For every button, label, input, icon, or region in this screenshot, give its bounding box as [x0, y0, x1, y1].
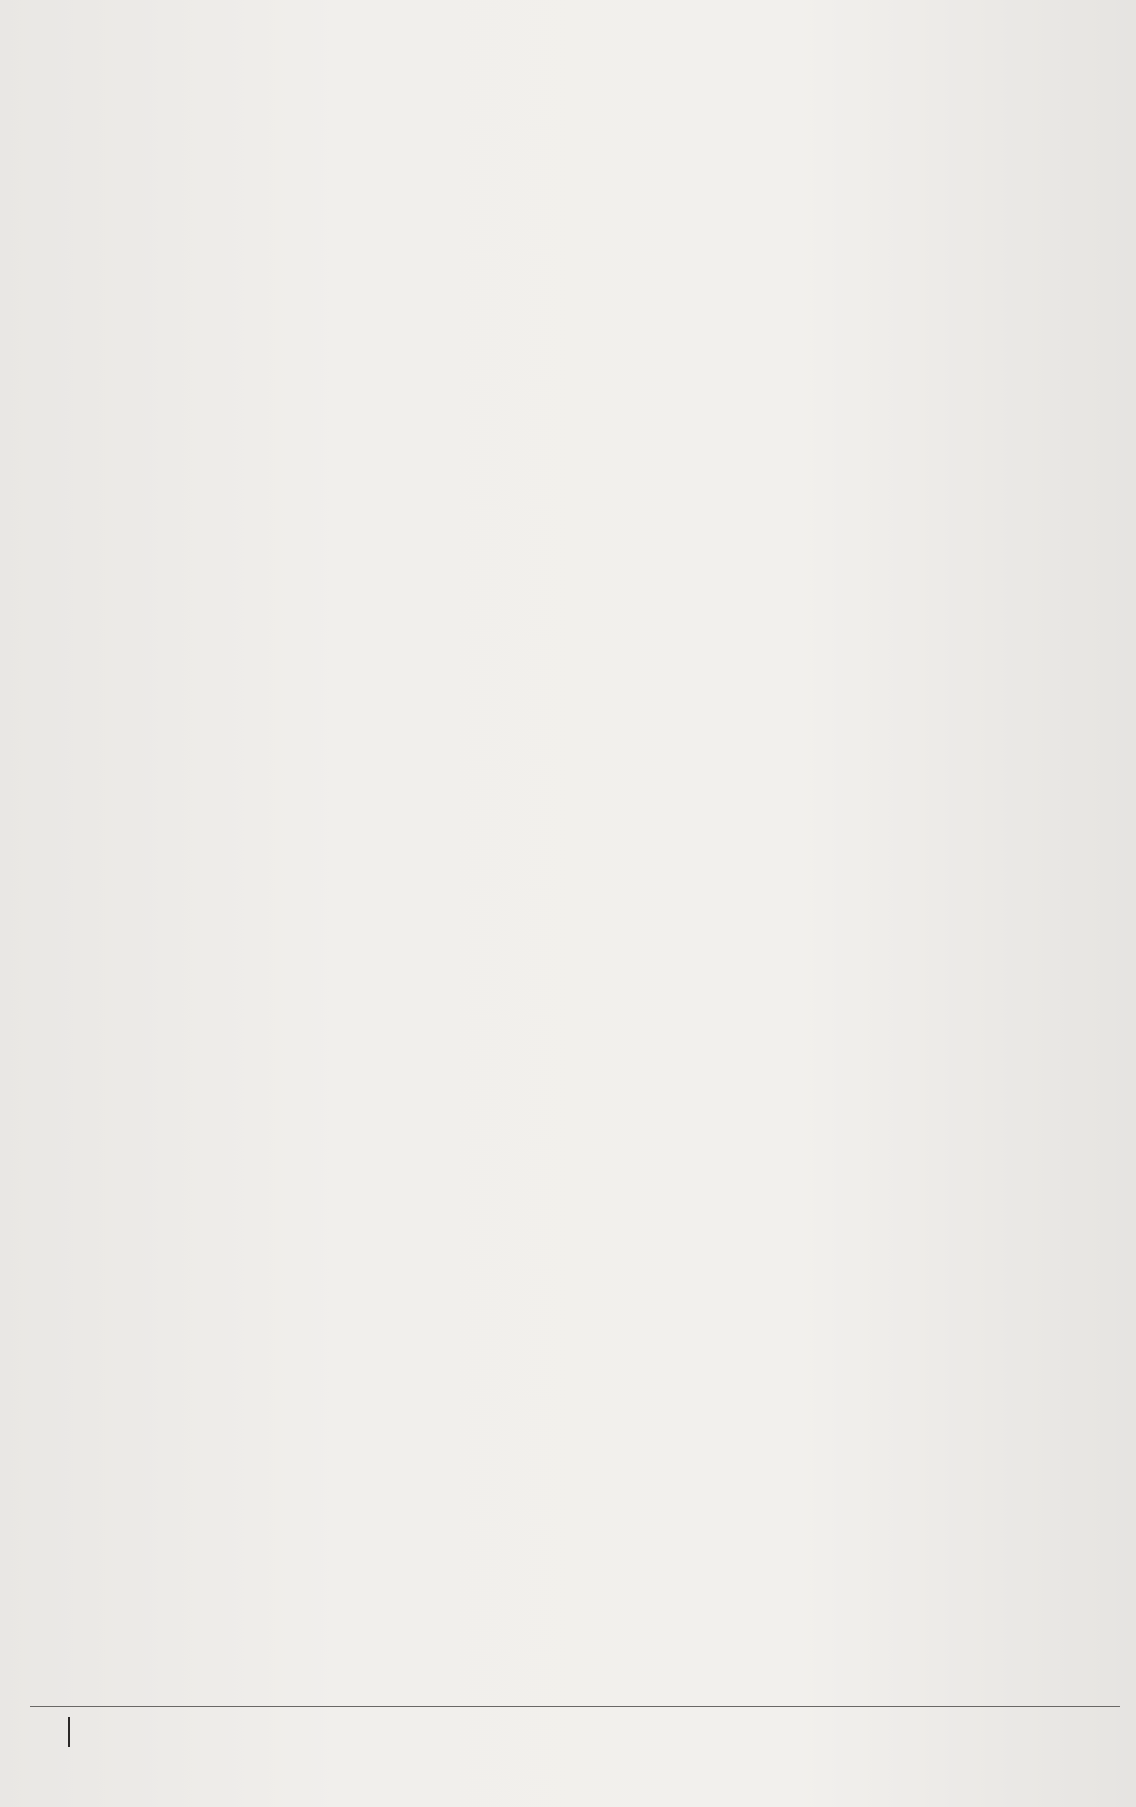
page-footer [28, 1712, 100, 1752]
footer-separator [68, 1717, 70, 1747]
footer-rule [30, 1706, 1120, 1707]
table-of-contents [40, 84, 1120, 92]
